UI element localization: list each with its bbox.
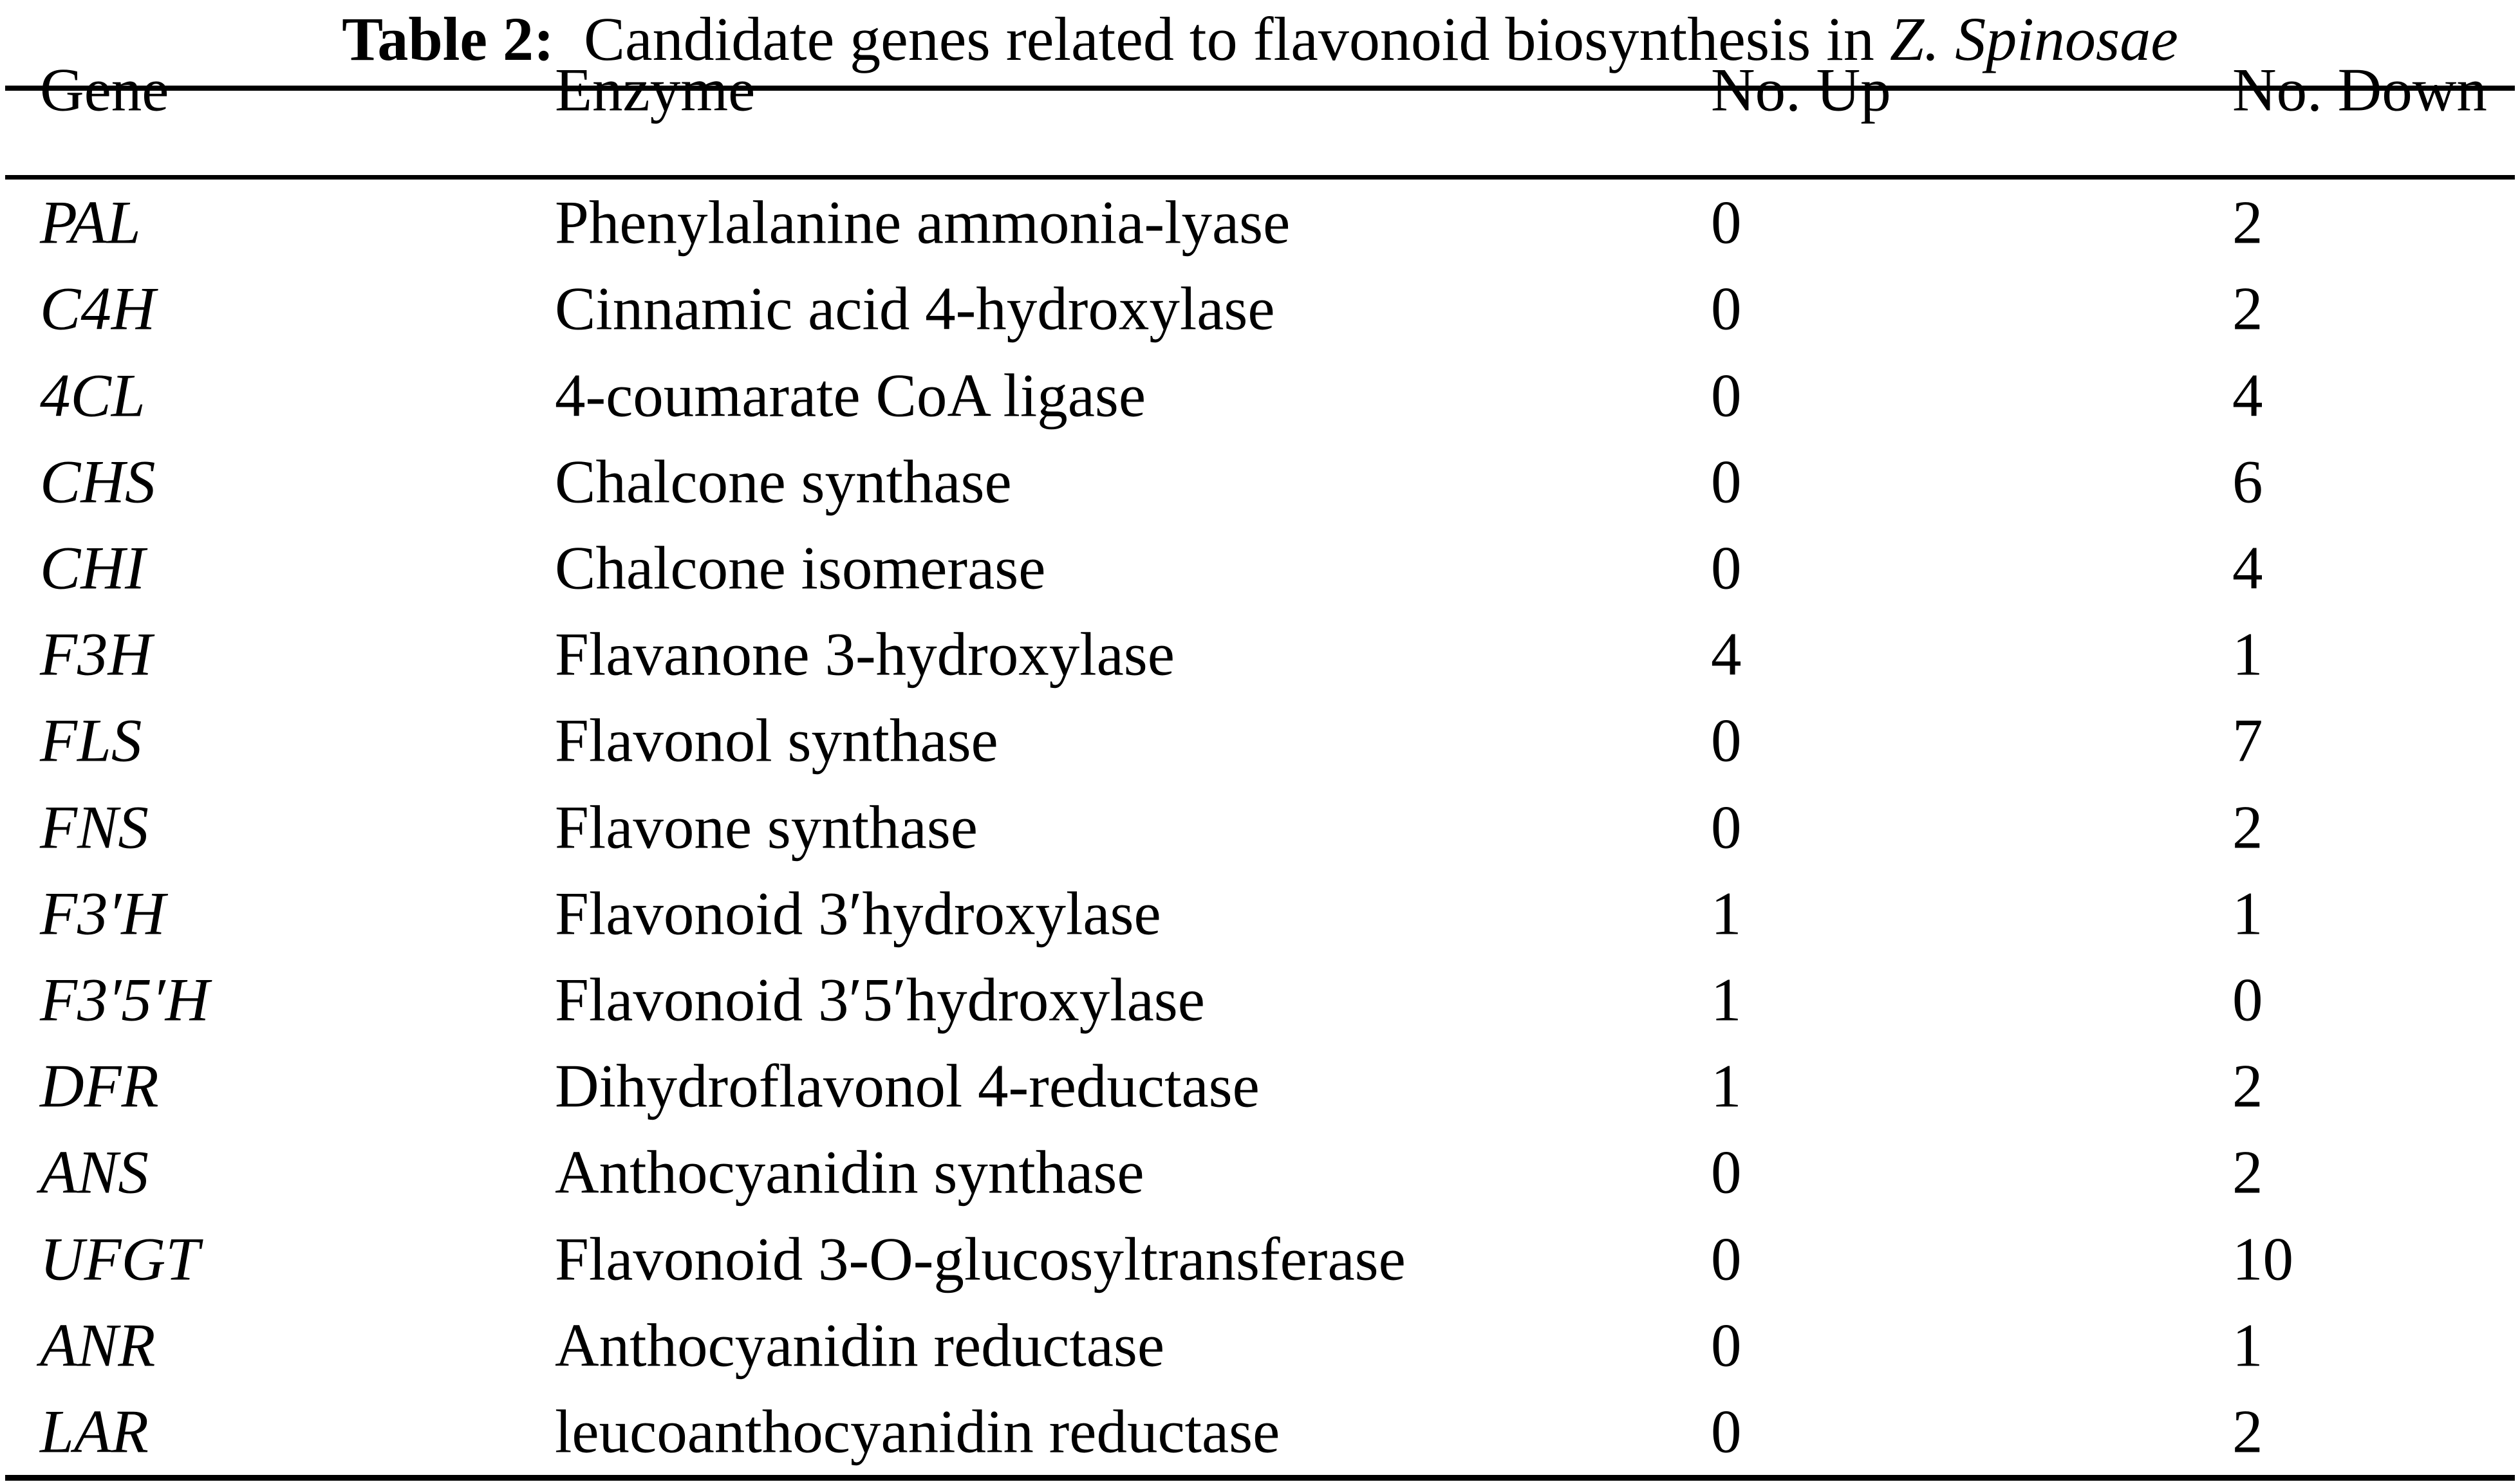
enzyme-cell: Chalcone isomerase	[555, 533, 1046, 602]
enzyme-cell: Flavonoid 3′hydroxylase	[555, 879, 1161, 948]
down-cell: 10	[2232, 1225, 2293, 1293]
gene-cell: FLS	[40, 706, 142, 775]
enzyme-cell: Flavone synthase	[555, 793, 978, 862]
enzyme-cell: Dihydroflavonol 4-reductase	[555, 1051, 1260, 1120]
down-cell: 0	[2232, 965, 2263, 1034]
enzyme-cell: Cinnamic acid 4-hydroxylase	[555, 274, 1275, 343]
table-row	[0, 352, 2520, 438]
gene-cell: PAL	[40, 188, 141, 257]
table-caption-text: Candidate genes related to flavonoid biosynthesis in	[583, 5, 1874, 73]
up-cell: 0	[1711, 706, 1742, 775]
gene-cell: F3′H	[40, 879, 165, 948]
up-cell: 1	[1711, 879, 1742, 948]
table-row	[0, 1302, 2520, 1389]
up-cell: 0	[1711, 188, 1742, 257]
up-cell: 0	[1711, 533, 1742, 602]
table-row	[0, 1389, 2520, 1475]
enzyme-cell: Anthocyanidin reductase	[555, 1311, 1165, 1380]
up-cell: 0	[1711, 1138, 1742, 1207]
down-cell: 1	[2232, 1311, 2263, 1380]
up-cell: 0	[1711, 1225, 1742, 1293]
up-cell: 4	[1711, 620, 1742, 689]
down-cell: 1	[2232, 879, 2263, 948]
table-row	[0, 439, 2520, 525]
enzyme-cell: 4-coumarate CoA ligase	[555, 361, 1146, 429]
table-body	[0, 180, 2520, 1475]
table-caption-number: Table 2:	[342, 5, 554, 73]
up-cell: 0	[1711, 1311, 1742, 1380]
gene-cell: F3H	[40, 620, 153, 689]
enzyme-cell: Flavonoid 3-O-glucosyltransferase	[555, 1225, 1406, 1293]
enzyme-cell: Anthocyanidin synthase	[555, 1138, 1144, 1207]
table-row	[0, 1129, 2520, 1216]
down-cell: 2	[2232, 188, 2263, 257]
up-cell: 0	[1711, 1397, 1742, 1466]
gene-cell: DFR	[40, 1051, 159, 1120]
gene-cell: CHI	[40, 533, 145, 602]
column-header-up: No. Up	[1711, 55, 1891, 124]
gene-cell: 4CL	[40, 361, 145, 429]
up-cell: 1	[1711, 965, 1742, 1034]
column-header-enzyme: Enzyme	[555, 55, 756, 124]
down-cell: 4	[2232, 533, 2263, 602]
gene-cell: C4H	[40, 274, 156, 343]
column-header-gene: Gene	[40, 55, 169, 124]
column-header-down: No. Down	[2232, 55, 2487, 124]
up-cell: 0	[1711, 793, 1742, 862]
table-row	[0, 871, 2520, 957]
table-row	[0, 698, 2520, 784]
down-cell: 1	[2232, 620, 2263, 689]
down-cell: 7	[2232, 706, 2263, 775]
enzyme-cell: leucoanthocyanidin reductase	[555, 1397, 1280, 1466]
enzyme-cell: Chalcone synthase	[555, 447, 1012, 516]
gene-cell: F3′5′H	[40, 965, 210, 1034]
table-row	[0, 611, 2520, 698]
enzyme-cell: Flavonol synthase	[555, 706, 998, 775]
table-row	[0, 1216, 2520, 1302]
up-cell: 0	[1711, 361, 1742, 429]
gene-cell: ANR	[40, 1311, 156, 1380]
down-cell: 2	[2232, 793, 2263, 862]
down-cell: 2	[2232, 1138, 2263, 1207]
gene-cell: LAR	[40, 1397, 149, 1466]
down-cell: 2	[2232, 1051, 2263, 1120]
up-cell: 0	[1711, 274, 1742, 343]
enzyme-cell: Flavanone 3-hydroxylase	[555, 620, 1175, 689]
down-cell: 2	[2232, 274, 2263, 343]
table-row	[0, 957, 2520, 1043]
gene-cell: FNS	[40, 793, 149, 862]
table-header-rule	[5, 175, 2515, 180]
gene-cell: ANS	[40, 1138, 149, 1207]
enzyme-cell: Flavonoid 3′5′hydroxylase	[555, 965, 1205, 1034]
down-cell: 4	[2232, 361, 2263, 429]
table-row	[0, 525, 2520, 611]
table-header-row	[0, 55, 2520, 175]
enzyme-cell: Phenylalanine ammonia-lyase	[555, 188, 1291, 257]
table-row	[0, 180, 2520, 266]
table-bottom-rule	[5, 1475, 2515, 1481]
table-row	[0, 784, 2520, 870]
table-row	[0, 266, 2520, 352]
down-cell: 6	[2232, 447, 2263, 516]
gene-cell: UFGT	[40, 1225, 200, 1293]
up-cell: 0	[1711, 447, 1742, 516]
gene-cell: CHS	[40, 447, 156, 516]
down-cell: 2	[2232, 1397, 2263, 1466]
table-caption	[0, 0, 2520, 79]
table-row	[0, 1043, 2520, 1129]
up-cell: 1	[1711, 1051, 1742, 1120]
table-caption-species: Z. Spinosae	[1889, 5, 2178, 73]
